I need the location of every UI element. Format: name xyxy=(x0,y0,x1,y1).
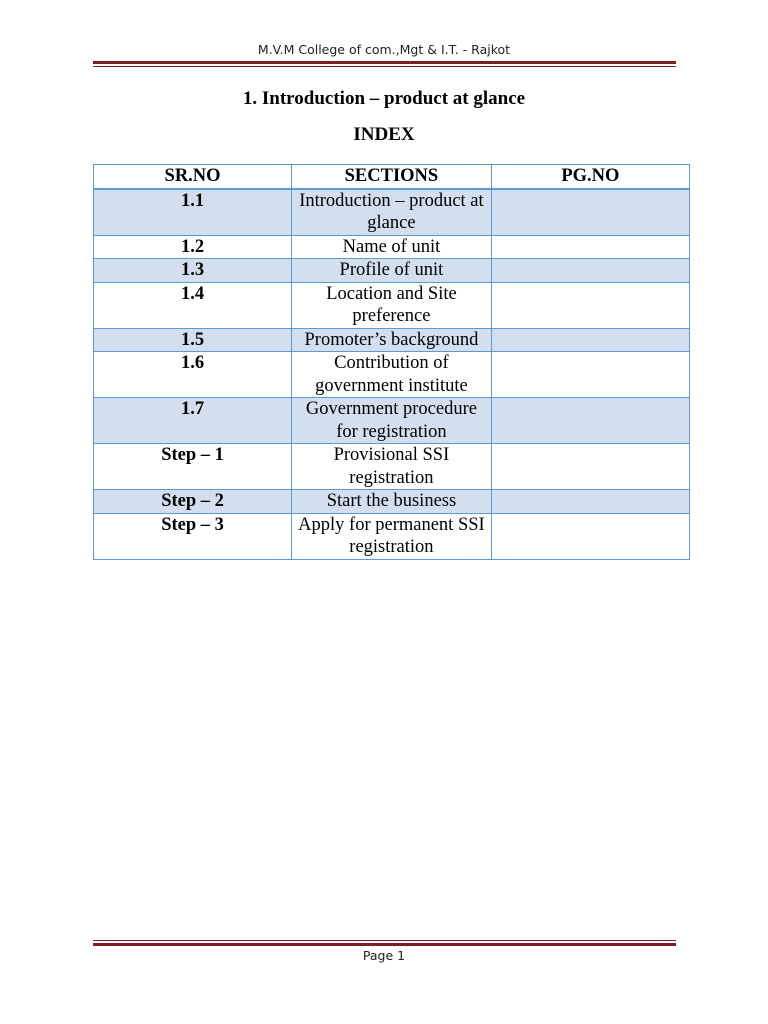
page-number-cell xyxy=(491,282,689,328)
table-row xyxy=(94,259,690,283)
page-number-cell xyxy=(491,444,689,490)
sr-no-cell: Step – 3 xyxy=(94,513,292,559)
page-number-cell xyxy=(491,352,689,398)
table-row xyxy=(94,398,690,444)
page-number-cell xyxy=(491,189,689,236)
table-row xyxy=(94,352,690,398)
column-header-sr-no: SR.NO xyxy=(94,165,292,189)
sr-no-cell: 1.5 xyxy=(94,328,292,352)
page-number-label: Page 1 xyxy=(362,948,406,963)
sr-no-cell: 1.2 xyxy=(94,235,292,259)
page-number-cell xyxy=(491,490,689,514)
table-row xyxy=(94,513,690,559)
section-cell: Introduction – product at glance xyxy=(292,189,492,236)
table-row xyxy=(94,235,690,259)
header-rule-thick xyxy=(93,61,676,64)
header-rule xyxy=(93,61,676,67)
page-title: 1. Introduction – product at glance xyxy=(242,88,526,109)
column-header-sections: SECTIONS xyxy=(292,165,492,189)
table-row xyxy=(94,490,690,514)
sr-no-cell: 1.7 xyxy=(94,398,292,444)
page-number-cell xyxy=(491,259,689,283)
index-heading: INDEX xyxy=(353,124,415,145)
section-cell: Contribution of government institute xyxy=(292,352,492,398)
sr-no-cell: 1.4 xyxy=(94,282,292,328)
table-row xyxy=(94,444,690,490)
section-cell: Start the business xyxy=(292,490,492,514)
header-rule-thin xyxy=(93,66,676,67)
section-cell: Profile of unit xyxy=(292,259,492,283)
footer-rule-thin xyxy=(93,940,676,941)
column-header-pg-no: PG.NO xyxy=(491,165,689,189)
page-number-cell xyxy=(491,328,689,352)
sr-no-cell: Step – 1 xyxy=(94,444,292,490)
page-number-cell xyxy=(491,235,689,259)
header-text: M.V.M College of com.,Mgt & I.T. - Rajkot xyxy=(257,42,511,57)
table-row xyxy=(94,328,690,352)
table-row xyxy=(94,189,690,236)
table-header-row xyxy=(94,165,690,189)
section-cell: Promoter’s background xyxy=(292,328,492,352)
page-number-cell xyxy=(491,398,689,444)
footer-rule-thick xyxy=(93,943,676,946)
sr-no-cell: 1.1 xyxy=(94,189,292,236)
section-cell: Name of unit xyxy=(292,235,492,259)
section-cell: Location and Site preference xyxy=(292,282,492,328)
page-number-cell xyxy=(491,513,689,559)
sr-no-cell: Step – 2 xyxy=(94,490,292,514)
section-cell: Apply for permanent SSI registration xyxy=(292,513,492,559)
index-table xyxy=(93,164,690,560)
section-cell: Provisional SSI registration xyxy=(292,444,492,490)
section-cell: Government procedure for registration xyxy=(292,398,492,444)
footer-rule xyxy=(93,940,676,946)
sr-no-cell: 1.3 xyxy=(94,259,292,283)
table-row xyxy=(94,282,690,328)
sr-no-cell: 1.6 xyxy=(94,352,292,398)
